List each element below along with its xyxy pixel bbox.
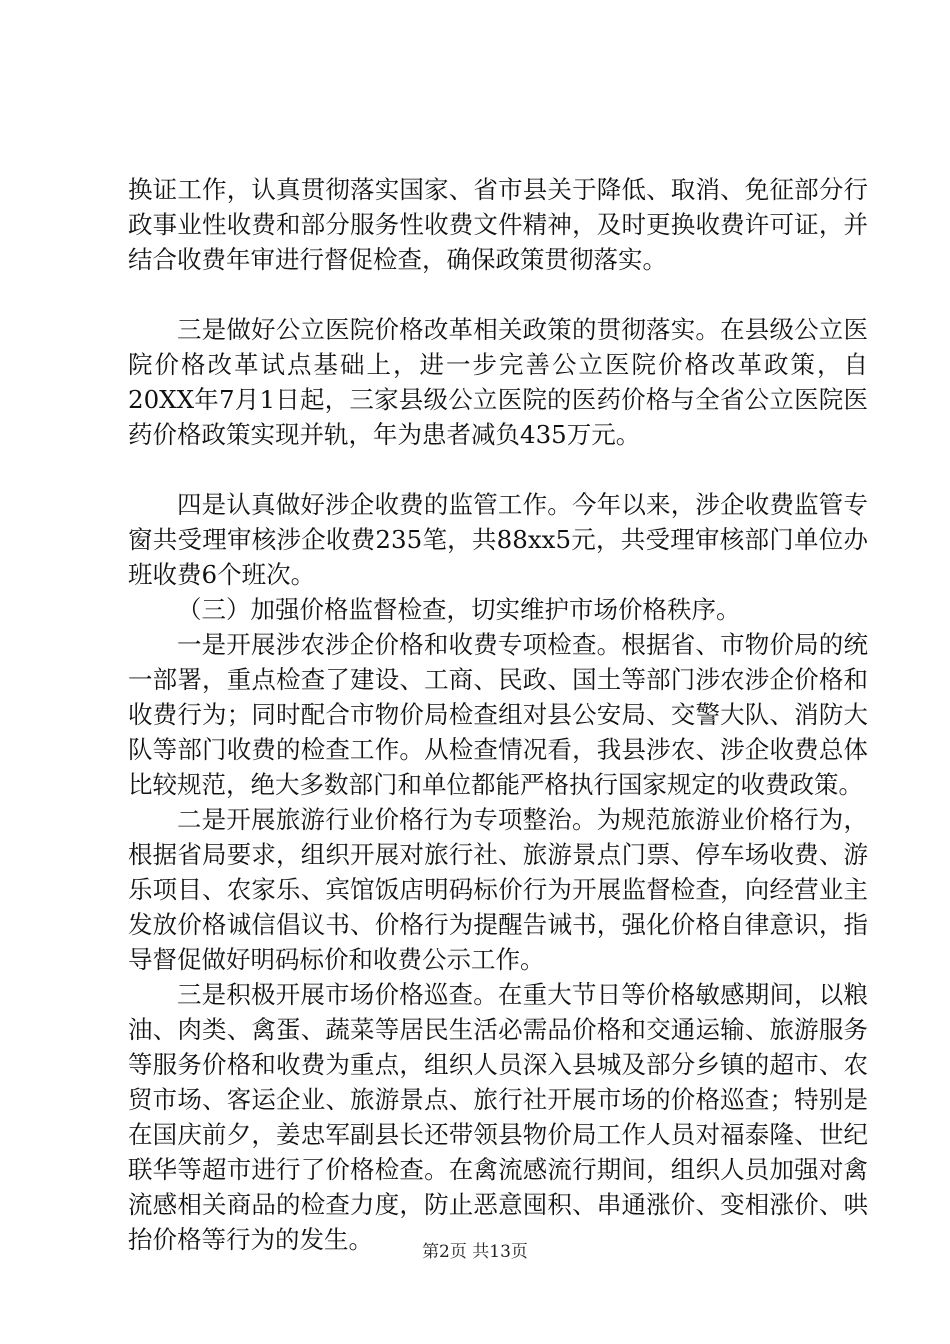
section-heading-price-supervision: （三）加强价格监督检查，切实维护市场价格秩序。: [177, 595, 741, 624]
paragraph-hospital-pricing: 三是做好公立医院价格改革相关政策的贯彻落实。在县级公立医院价格改革试点基础上，进一步完善公立医院价格改革政策，自20XX年7月1日起，三家县级公立医院的医药价格与全省公立医院医药价格政策实现并轨，年为患者减负435万元。: [128, 315, 868, 449]
paragraph-market-patrol: 三是积极开展市场价格巡查。在重大节日等价格敏感期间，以粮油、肉类、禽蛋、蔬菜等居民生活必需品价格和交通运输、旅游服务等服务价格和收费为重点，组织人员深入县城及部分乡镇的超市、农贸市场、客运企业、旅游景点、旅行社开展市场的价格巡查；特别是在国庆前夕，姜忠军副县长还带领县物价局工作人员对福泰隆、世纪联华等超市进行了价格检查。在禽流感流行期间，组织人员加强对禽流感相关商品的检查力度，防止恶意囤积、串通涨价、变相涨价、哄抬价格等行为的发生。: [128, 980, 868, 1254]
document-body: [128, 172, 868, 1257]
paragraph-enterprise-fees: 四是认真做好涉企收费的监管工作。今年以来，涉企收费监管专窗共受理审核涉企收费235笔，共88xx5元，共受理审核部门单位办班收费6个班次。: [128, 490, 868, 589]
page-footer: [0, 1241, 950, 1263]
paragraph-continuation: 换证工作，认真贯彻落实国家、省市县关于降低、取消、免征部分行政事业性收费和部分服务性收费文件精神，及时更换收费许可证，并结合收费年审进行督促检查，确保政策贯彻落实。: [128, 175, 868, 274]
paragraph-tourism-rectification: 二是开展旅游行业价格行为专项整治。为规范旅游业价格行为，根据省局要求，组织开展对旅行社、旅游景点门票、停车场收费、游乐项目、农家乐、宾馆饭店明码标价行为开展监督检查，向经营业主发放价格诚信倡议书、价格行为提醒告诫书，强化价格自律意识，指导督促做好明码标价和收费公示工作。: [128, 805, 868, 974]
page-number-label: 第2页 共13页: [422, 1242, 528, 1262]
paragraph-special-inspection: 一是开展涉农涉企价格和收费专项检查。根据省、市物价局的统一部署，重点检查了建设、工商、民政、国土等部门涉农涉企价格和收费行为；同时配合市物价局检查组对县公安局、交警大队、消防大队等部门收费的检查工作。从检查情况看，我县涉农、涉企收费总体比较规范，绝大多数部门和单位都能严格执行国家规定的收费政策。: [128, 630, 868, 799]
